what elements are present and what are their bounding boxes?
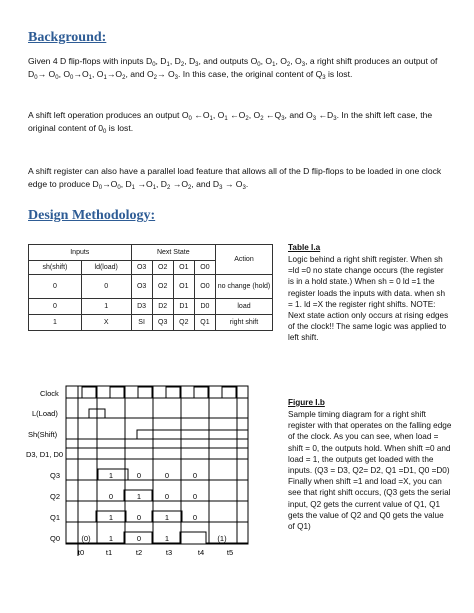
table-cell: D3	[131, 299, 152, 315]
subscript: 2	[245, 116, 249, 122]
paragraph-right-shift: Given 4 D flip-flops with inputs $D_0$, $D_1$, $D_2$, $D_3$, and outputs $O_0$, $O_1$, $O_2$, $O_3$, a right shift produces an output of $D_0\to O_0$, $O_0\to O_1$, $O_1\to O_2$, and $O_2\to O_3$. In this case, the original content of $Q_3$ is lost.	[28, 56, 438, 81]
signal-label: L(Load)	[32, 409, 58, 418]
signal-label: Q2	[50, 492, 61, 501]
time-label: t5	[226, 548, 234, 557]
q0-value-label: (0)	[81, 534, 91, 543]
background-heading: Background:	[28, 30, 107, 45]
table-cell: load	[216, 299, 273, 315]
subscript: 0	[117, 185, 121, 191]
q3-waveform	[66, 469, 248, 480]
subscript: 0	[98, 185, 103, 191]
subscript: 0	[103, 129, 107, 135]
subscript: 3	[195, 62, 199, 68]
table-sub-header: O2	[152, 261, 173, 275]
q2-value-label: 0	[108, 492, 114, 501]
subscript: 2	[122, 75, 126, 81]
figure-caption-text: Sample timing diagram for a right shift register with that operates on the falling edge of the clock. As you can see, when load = shift = 0, the outputs hold. When shift =0 and load = 1, the outputs get loaded with the inputs. (Q3 = D3, Q2= D2, Q1 =D1, Q0 =D0) Finally when shift =1 and load =X, you can see that right shift occurs, (Q3 gets the serial input, Q2 gets the current value of Q1, Q1 gets the value of Q2 and Q0 gets the value of Q1)	[288, 410, 452, 532]
paragraph-left-shift: A shift left operation produces an output $O_0$ $\leftarrow O_1$, $O_1$ $\leftarrow O_2$, $O_2$ $\leftarrow Q_3$, and $O_3$ $\leftarrow D_3$. In the shift left case, the original content of $0_0$ is lost.	[28, 110, 433, 135]
subscript: 3	[174, 75, 178, 81]
subscript: 3	[281, 116, 285, 122]
table-cell: Q3	[152, 315, 173, 331]
table-group-header: Action	[216, 245, 273, 275]
timing-frame	[66, 386, 248, 544]
subscript: 0	[257, 62, 261, 68]
subscript: 0	[70, 75, 74, 81]
signal-label: Q1	[50, 513, 61, 522]
q0-value-label: 0	[136, 534, 142, 543]
table-cell: D1	[173, 299, 194, 315]
q3-value-label: 0	[136, 471, 142, 480]
signal-label: Q3	[50, 471, 61, 480]
subscript: 0	[188, 116, 192, 122]
subscript: 0	[55, 75, 59, 81]
subscript: 1	[103, 75, 107, 81]
q1-value-label: 0	[136, 513, 142, 522]
q1-value-label: 1	[164, 513, 170, 522]
q1-waveform	[66, 511, 248, 522]
table-sub-header: O3	[131, 261, 152, 275]
q3-value-label: 1	[108, 471, 114, 480]
table-sub-header: ld(load)	[81, 261, 131, 275]
time-label: t3	[165, 548, 173, 557]
table-cell: 0	[29, 275, 82, 299]
table-cell: Q1	[194, 315, 215, 331]
design-methodology-heading: Design Methodology:	[28, 208, 156, 223]
q1-value-label: 1	[108, 513, 114, 522]
subscript: 0	[152, 62, 156, 68]
q3-value-label: 0	[192, 471, 198, 480]
subscript: 0	[34, 75, 38, 81]
table-cell: 0	[81, 275, 131, 299]
table-group-header: Next State	[131, 245, 215, 261]
table-cell: right shift	[216, 315, 273, 331]
subscript: 3	[219, 185, 223, 191]
table-cell: O0	[194, 275, 215, 299]
q2-waveform	[66, 490, 248, 501]
q0-value-label: 1	[164, 534, 170, 543]
table-sub-header: O1	[173, 261, 194, 275]
figure-caption-title: Figure I.b	[288, 398, 325, 407]
table-cell: 0	[29, 299, 82, 315]
q0-value-label: (1)	[217, 534, 227, 543]
q1-value-label: 0	[192, 513, 198, 522]
subscript: 3	[322, 75, 326, 81]
subscript: 1	[88, 75, 93, 81]
table-caption-title: Table I.a	[288, 243, 321, 252]
subscript: 3	[333, 116, 337, 122]
load-waveform	[66, 409, 248, 418]
subscript: 1	[166, 62, 170, 68]
table-cell: O1	[173, 275, 194, 299]
table-cell: 1	[29, 315, 82, 331]
subscript: 2	[180, 62, 185, 68]
q3-value-label: 0	[164, 471, 170, 480]
table-sub-header: sh(shift)	[29, 261, 82, 275]
table-cell: D0	[194, 299, 215, 315]
signal-label: D3, D1, D0	[26, 450, 64, 459]
time-label: t4	[197, 548, 205, 557]
q2-value-label: 1	[136, 492, 142, 501]
table-cell: O2	[152, 275, 173, 299]
shift-waveform	[66, 430, 248, 439]
subscript: 3	[312, 116, 317, 122]
table-cell: Q2	[173, 315, 194, 331]
subscript: 1	[224, 116, 228, 122]
time-label: t0	[77, 548, 85, 557]
clock-waveform	[66, 387, 248, 398]
subscript: 2	[153, 75, 157, 81]
time-label: t1	[105, 548, 113, 557]
table-sub-header: O0	[194, 261, 215, 275]
time-label: t2	[135, 548, 143, 557]
subscript: 1	[131, 185, 136, 191]
table-cell: 1	[81, 299, 131, 315]
subscript: 2	[286, 62, 291, 68]
table-cell: X	[81, 315, 131, 331]
table-cell: no change (hold)	[216, 275, 273, 299]
subscript: 2	[260, 116, 264, 122]
subscript: 1	[152, 185, 157, 191]
subscript: 1	[272, 62, 276, 68]
q2-value-label: 0	[192, 492, 198, 501]
signal-label: Q0	[50, 534, 61, 543]
table-cell: O3	[131, 275, 152, 299]
table-caption-text: Logic behind a right shift register. When sh =ld =0 no state change occurs (the register is in a hold state.) When sh = 0 ld =1 the register loads the inputs with data. when sh = 1. ld =X the register right shifts. NOTE: Next state action only occurs at rising edges of the clock!! The same logic was applied to left shift.	[288, 255, 449, 343]
subscript: 3	[301, 62, 306, 68]
table-cell: SI	[131, 315, 152, 331]
subscript: 1	[209, 116, 213, 122]
table-group-header: Inputs	[29, 245, 132, 261]
subscript: 2	[167, 185, 171, 191]
paragraph-parallel-load: A shift register can also have a parallel load feature that allows all of the D flip-flops to be loaded in one clock edge to produce $D_0\to O_0$, $D_1 \to O_1$, $D_2 \to O_2$, and $D_3 \to O_3$.	[28, 166, 442, 191]
table-cell: D2	[152, 299, 173, 315]
signal-label: Clock	[40, 389, 59, 398]
signal-label: Sh(Shift)	[28, 430, 58, 439]
subscript: 3	[242, 185, 246, 191]
q0-value-label: 1	[108, 534, 114, 543]
subscript: 2	[188, 185, 192, 191]
q2-value-label: 0	[164, 492, 170, 501]
